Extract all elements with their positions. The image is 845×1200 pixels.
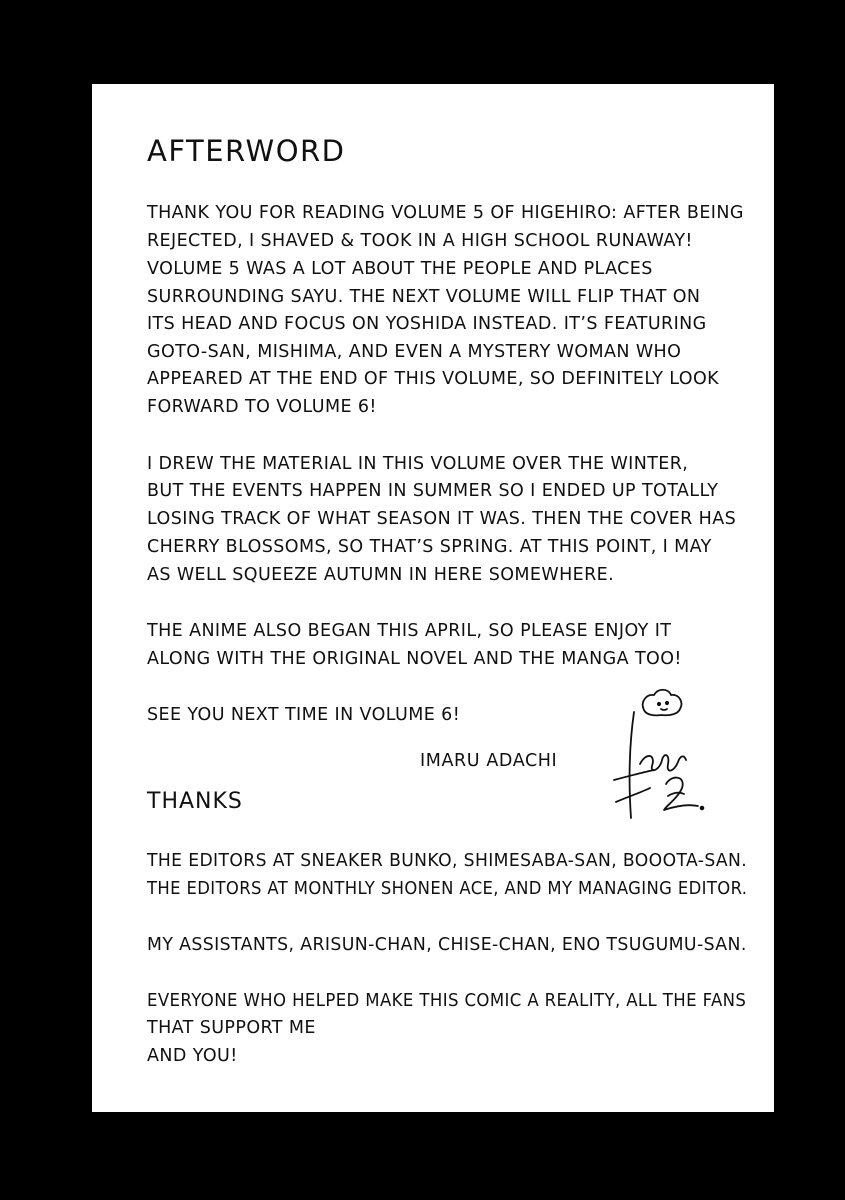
afterword-line: AS WELL SQUEEZE AUTUMN IN HERE SOMEWHERE. [147, 565, 615, 585]
afterword-line: CHERRY BLOSSOMS, SO THAT’S SPRING. AT THIS POINT, I MAY [147, 537, 712, 557]
thanks-line: MY ASSISTANTS, ARISUN-CHAN, CHISE-CHAN, ENO TSUGUMU-SAN. [147, 935, 747, 955]
afterword-title: AFTERWORD [147, 134, 346, 168]
afterword-line: LOSING TRACK OF WHAT SEASON IT WAS. THEN THE COVER HAS [147, 509, 737, 529]
afterword-line: SURROUNDING SAYU. THE NEXT VOLUME WILL FLIP THAT ON [147, 287, 701, 307]
afterword-line: ALONG WITH THE ORIGINAL NOVEL AND THE MANGA TOO! [147, 649, 682, 669]
thanks-line: THE EDITORS AT MONTHLY SHONEN ACE, AND MY MANAGING EDITOR. [147, 879, 748, 899]
thanks-line: AND YOU! [147, 1046, 238, 1066]
afterword-line: THE ANIME ALSO BEGAN THIS APRIL, SO PLEASE ENJOY IT [147, 621, 672, 641]
afterword-line: I DREW THE MATERIAL IN THIS VOLUME OVER THE WINTER, [147, 454, 689, 474]
afterword-line: ITS HEAD AND FOCUS ON YOSHIDA INSTEAD. IT’S FEATURING [147, 314, 707, 334]
thanks-line: THAT SUPPORT ME [147, 1018, 316, 1038]
thanks-line: EVERYONE WHO HELPED MAKE THIS COMIC A REALITY, ALL THE FANS [147, 991, 747, 1011]
afterword-line: FORWARD TO VOLUME 6! [147, 397, 377, 417]
afterword-line: APPEARED AT THE END OF THIS VOLUME, SO DEFINITELY LOOK [147, 369, 720, 389]
afterword-line: GOTO-SAN, MISHIMA, AND EVEN A MYSTERY WOMAN WHO [147, 342, 682, 362]
thanks-line: THE EDITORS AT SNEAKER BUNKO, SHIMESABA-SAN, BOOOTA-SAN. [147, 851, 748, 871]
afterword-page [92, 84, 774, 1112]
author-name: IMARU ADACHI [420, 751, 558, 771]
afterword-line: REJECTED, I SHAVED & TOOK IN A HIGH SCHOOL RUNAWAY! [147, 231, 693, 251]
afterword-line: VOLUME 5 WAS A LOT ABOUT THE PEOPLE AND PLACES [147, 259, 653, 279]
afterword-line: SEE YOU NEXT TIME IN VOLUME 6! [147, 705, 461, 725]
afterword-line: BUT THE EVENTS HAPPEN IN SUMMER SO I ENDED UP TOTALLY [147, 481, 719, 501]
afterword-line: THANK YOU FOR READING VOLUME 5 OF HIGEHIRO: AFTER BEING [147, 203, 744, 223]
handwritten-signature-icon [604, 680, 708, 825]
thanks-title: THANKS [147, 789, 243, 814]
